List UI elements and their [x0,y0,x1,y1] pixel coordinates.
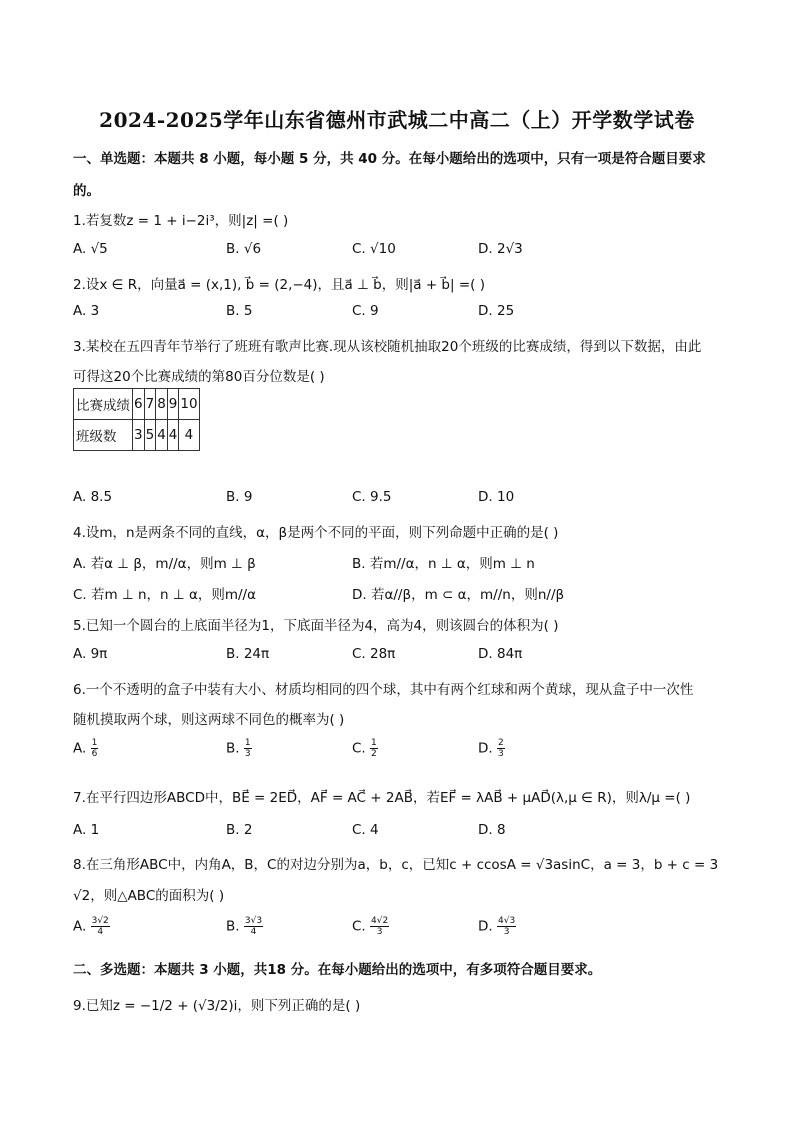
q3-option-d: D. 10 [478,489,515,505]
table-cell: 4 [167,420,179,451]
q7-option-a: A. 1 [73,822,100,838]
q8-option-d: D. $\frac{4√3}{3}$ [478,916,516,937]
q4-stem: 4.设m，n是两条不同的直线，α，β是两个不同的平面，则下列命题中正确的是( ) [73,525,559,541]
q8-stem-line2: √2，则△ABC的面积为( ) [73,888,225,904]
q6-option-a: A. $\frac{1}{6}$ [73,738,98,759]
q6-option-d: D. $\frac{2}{3}$ [478,738,504,759]
table-cell: 8 [156,389,168,420]
q8-option-a: A. $\frac{3√2}{4}$ [73,916,109,937]
table-cell: 5 [144,420,156,451]
q3-option-c: C. 9.5 [352,489,392,505]
fraction: $\frac{4√3}{3}$ [497,916,516,937]
q7-option-b: B. 2 [226,822,253,838]
table-row [74,389,200,420]
q7-option-d: D. 8 [478,822,506,838]
q7-stem: 7.在平行四边形ABCD中，BE⃗ = 2ED⃗，AF⃗ = AC⃗ + 2AB⃗，若EF⃗ = λAB⃗ + μAD⃗(λ,μ ∈ R)，则λ/μ =( ) [73,790,691,806]
q6-option-c: C. $\frac{1}{2}$ [352,738,377,759]
table-cell: 10 [179,389,199,420]
fraction: $\frac{3√3}{4}$ [244,916,263,937]
q9-stem: 9.已知z = −1/2 + (√3/2)i，则下列正确的是( ) [73,998,361,1014]
fraction: $\frac{4√2}{3}$ [371,916,389,937]
table-cell: 4 [179,420,199,451]
q8-option-c: C. $\frac{4√2}{3}$ [352,916,389,937]
q3-option-a: A. 8.5 [73,489,113,505]
q8-option-b: B. $\frac{3√3}{4}$ [226,916,263,937]
q6-stem-line1: 6.一个不透明的盒子中装有大小、材质均相同的四个球，其中有两个红球和两个黄球，现从盒子中一次性 [73,682,694,698]
section1-header-line1: 一、单选题：本题共 8 小题，每小题 5 分，共 40 分。在每小题给出的选项中，只有一项是符合题目要求 [73,151,706,167]
q3-stem-line1: 3.某校在五四青年节举行了班班有歌声比赛.现从该校随机抽取20个班级的比赛成绩，得到以下数据，由此 [73,339,702,355]
fraction: $\frac{2}{3}$ [497,738,504,759]
q4-option-c: C. 若m ⊥ n，n ⊥ α，则m//α [73,587,257,603]
table-row-label: 比赛成绩 [74,389,133,420]
fraction: $\frac{1}{3}$ [244,738,251,759]
q8-stem-line1: 8.在三角形ABC中，内角A，B，C的对边分别为a，b，c，已知c + ccosA = √3asinC，a = 3，b + c = 3 [73,857,719,873]
q5-option-c: C. 28π [352,646,396,662]
q4-option-a: A. 若α ⊥ β，m//α，则m ⊥ β [73,556,256,572]
q3-stem-line2: 可得这20个比赛成绩的第80百分位数是( ) [73,369,325,385]
q1-option-b: B. √6 [226,241,262,257]
section1-header-line2: 的。 [73,183,100,199]
q4-option-b: B. 若m//α，n ⊥ α，则m ⊥ n [352,556,535,572]
scores-table [73,388,200,451]
table-cell: 6 [133,389,145,420]
q5-option-d: D. 84π [478,646,523,662]
table-row [74,420,200,451]
q1-option-d: D. 2√3 [478,241,523,257]
q6-option-b: B. $\frac{1}{3}$ [226,738,251,759]
q2-option-a: A. 3 [73,303,100,319]
section2-header: 二、多选题：本题共 3 小题，共18 分。在每小题给出的选项中，有多项符合题目要求。 [73,962,602,978]
table-cell: 3 [133,420,145,451]
table-cell: 7 [144,389,156,420]
page-title: 2024-2025学年山东省德州市武城二中高二（上）开学数学试卷 [99,108,695,132]
q1-stem: 1.若复数z = 1 + i−2i³，则|z| =( ) [73,213,289,229]
q5-stem: 5.已知一个圆台的上底面半径为1，下底面半径为4，高为4，则该圆台的体积为( ) [73,618,559,634]
q2-option-c: C. 9 [352,303,379,319]
table-cell: 9 [167,389,179,420]
q3-option-b: B. 9 [226,489,253,505]
fraction: $\frac{1}{2}$ [371,738,377,759]
q4-option-d: D. 若α//β，m ⊂ α，m//n，则n//β [352,587,565,603]
q2-stem: 2.设x ∈ R，向量a⃗ = (x,1), b⃗ = (2,−4)，且a⃗ ⊥ b⃗，则|a⃗ + b⃗| =( ) [73,277,485,293]
table-row-label: 班级数 [74,420,133,451]
q5-option-a: A. 9π [73,646,108,662]
q5-option-b: B. 24π [226,646,270,662]
q1-option-a: A. √5 [73,241,108,257]
fraction: $\frac{3√2}{4}$ [91,916,109,937]
q1-option-c: C. √10 [352,241,396,257]
q2-option-b: B. 5 [226,303,253,319]
fraction: $\frac{1}{6}$ [91,738,98,759]
q6-stem-line2: 随机摸取两个球，则这两球不同色的概率为( ) [73,712,345,728]
q2-option-d: D. 25 [478,303,515,319]
q7-option-c: C. 4 [352,822,379,838]
table-cell: 4 [156,420,168,451]
